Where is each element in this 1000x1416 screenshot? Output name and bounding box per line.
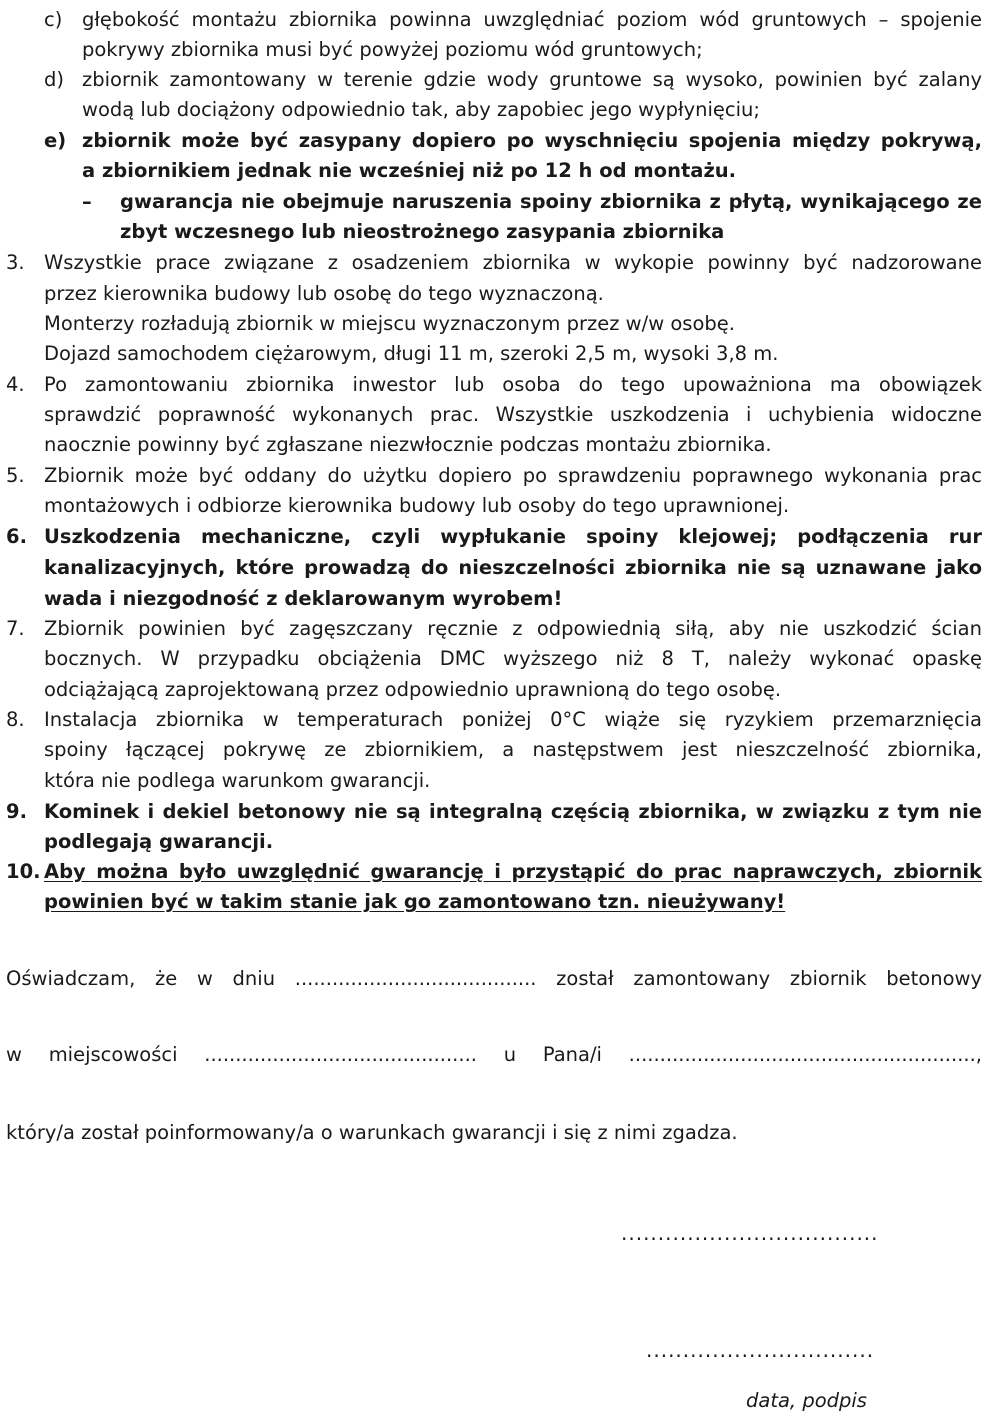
dash-item-bullet: – xyxy=(82,190,92,213)
item-10-line-2: powinien być w takim stanie jak go zamontowano tzn. nieużywany! xyxy=(44,890,786,913)
subitem-c-line-1: głębokość montażu zbiornika powinna uwzględniać poziom wód gruntowych – spojenie xyxy=(82,8,982,31)
item-8-line-3: która nie podlega warunkom gwarancji. xyxy=(44,769,431,792)
item-5-number: 5. xyxy=(6,464,25,487)
item-4-number: 4. xyxy=(6,373,25,396)
item-9-number: 9. xyxy=(6,800,27,823)
signature-dotted-line-2: ............................... xyxy=(646,1338,875,1362)
subitem-e-label: e) xyxy=(44,129,67,152)
item-10-number: 10. xyxy=(6,860,41,883)
subitem-d-line-2: wodą lub dociążony odpowiednio tak, aby zapobiec jego wypłynięciu; xyxy=(82,98,760,121)
item-5-line-2: montażowych i odbiorze kierownika budowy lub osoby do tego uprawnionej. xyxy=(44,494,790,517)
signature-dotted-line-1: ................................... xyxy=(621,1221,879,1245)
item-8-line-2: spoiny łączącej pokrywę ze zbiornikiem, a następstwem jest nieszczelność zbiornika, xyxy=(44,738,982,761)
item-3-line-1: Wszystkie prace związane z osadzeniem zbiornika w wykopie powinny być nadzorowane xyxy=(44,251,982,274)
item-3-line-2: przez kierownika budowy lub osobę do tego wyznaczoną. xyxy=(44,282,604,305)
item-7-line-3: odciążającą zaprojektowaną przez odpowiednio uprawnioną do tego osobę. xyxy=(44,678,782,701)
item-7-line-2: bocznych. W przypadku obciążenia DMC wyższego niż 8 T, należy wykonać opaskę xyxy=(44,647,982,670)
item-4-line-3: naocznie powinny być zgłaszane niezwłocznie podczas montażu zbiornika. xyxy=(44,433,772,456)
item-5-line-1: Zbiornik może być oddany do użytku dopiero po sprawdzeniu poprawnego wykonania prac xyxy=(44,464,982,487)
declaration-line-2: w miejscowości ............................................ u Pana/i ........................................................, xyxy=(6,1043,982,1066)
subitem-c-line-2: pokrywy zbiornika musi być powyżej poziomu wód gruntowych; xyxy=(82,38,703,61)
item-6-number: 6. xyxy=(6,525,27,548)
dash-item-line-1: gwarancja nie obejmuje naruszenia spoiny zbiornika z płytą, wynikającego ze xyxy=(120,190,982,213)
subitem-c-label: c) xyxy=(44,8,63,31)
item-4-line-1: Po zamontowaniu zbiornika inwestor lub osoba do tego upoważniona ma obowiązek xyxy=(44,373,982,396)
item-9-line-2: podlegają gwarancji. xyxy=(44,830,274,853)
declaration-line-1: Oświadczam, że w dniu ....................................... został zamontowany zbiornik betonowy xyxy=(6,967,982,990)
item-10-line-1: Aby można było uwzględnić gwarancję i przystąpić do prac naprawczych, zbiornik xyxy=(44,860,982,883)
item-4-line-2: sprawdzić poprawność wykonanych prac. Wszystkie uszkodzenia i uchybienia widoczne xyxy=(44,403,982,426)
item-6-line-1: Uszkodzenia mechaniczne, czyli wypłukanie spoiny klejowej; podłączenia rur xyxy=(44,525,982,548)
subitem-d-label: d) xyxy=(44,68,64,91)
item-9-line-1: Kominek i dekiel betonowy nie są integralną częścią zbiornika, w związku z tym nie xyxy=(44,800,982,823)
item-8-number: 8. xyxy=(6,708,25,731)
item-3-number: 3. xyxy=(6,251,25,274)
item-6-line-2: kanalizacyjnych, które prowadzą do nieszczelności zbiornika nie są uznawane jako xyxy=(44,556,982,579)
item-3-line-4: Dojazd samochodem ciężarowym, długi 11 m, szeroki 2,5 m, wysoki 3,8 m. xyxy=(44,342,779,365)
signature-caption: data, podpis xyxy=(746,1389,867,1412)
dash-item-line-2: zbyt wczesnego lub nieostrożnego zasypania zbiornika xyxy=(120,220,725,243)
declaration-line-3: który/a został poinformowany/a o warunkach gwarancji i się z nimi zgadza. xyxy=(6,1121,738,1144)
item-3-line-3: Monterzy rozładują zbiornik w miejscu wyznaczonym przez w/w osobę. xyxy=(44,312,735,335)
item-7-number: 7. xyxy=(6,617,25,640)
subitem-e-line-2: a zbiornikiem jednak nie wcześniej niż po 12 h od montażu. xyxy=(82,159,737,182)
item-6-line-3: wada i niezgodność z deklarowanym wyrobem! xyxy=(44,587,563,610)
item-8-line-1: Instalacja zbiornika w temperaturach poniżej 0°C wiąże się ryzykiem przemarznięcia xyxy=(44,708,982,731)
subitem-e-line-1: zbiornik może być zasypany dopiero po wyschnięciu spojenia między pokrywą, xyxy=(82,129,982,152)
item-7-line-1: Zbiornik powinien być zagęszczany ręcznie z odpowiednią siłą, aby nie uszkodzić ścian xyxy=(44,617,982,640)
subitem-d-line-1: zbiornik zamontowany w terenie gdzie wody gruntowe są wysoko, powinien być zalany xyxy=(82,68,982,91)
